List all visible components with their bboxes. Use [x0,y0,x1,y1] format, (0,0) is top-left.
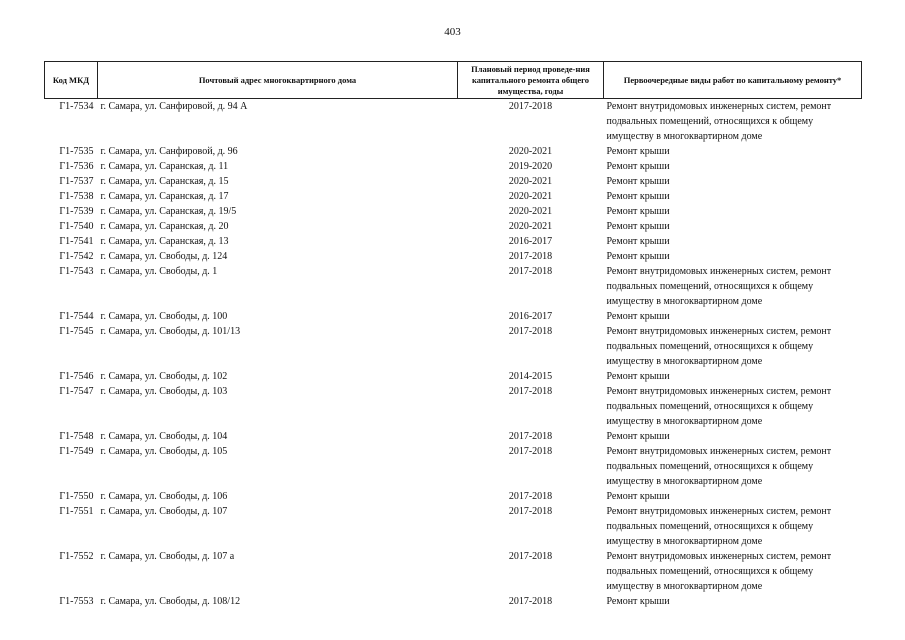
mkd-code-cell: Г1-7537 [59,176,94,187]
page-number: 403 [444,26,461,38]
mkd-code-cell: Г1-7544 [59,311,94,322]
table-header-row [45,62,862,99]
period-cell: 2020-2021 [508,146,553,157]
mkd-code-cell: Г1-7552 [59,551,94,562]
works-cell: Ремонт крыши [606,191,670,202]
address-cell: г. Самара, ул. Свободы, д. 102 [100,371,228,382]
period-cell: 2019-2020 [508,161,553,172]
address-cell: г. Самара, ул. Свободы, д. 107 [100,506,228,517]
mkd-code-cell: Г1-7534 [59,101,94,112]
mkd-code-cell: Г1-7541 [59,236,94,247]
period-cell: 2020-2021 [508,206,553,217]
table-row [45,99,862,145]
mkd-code-cell: Г1-7553 [59,596,94,607]
table-row [45,369,862,384]
capital-repair-table [44,61,862,609]
works-cell: Ремонт крыши [606,236,670,247]
period-cell: 2017-2018 [508,326,553,337]
mkd-code-cell: Г1-7545 [59,326,94,337]
mkd-code-cell: Г1-7551 [59,506,94,517]
table-row [45,594,862,609]
period-cell: 2017-2018 [508,506,553,517]
period-cell: 2017-2018 [508,266,553,277]
mkd-code-cell: Г1-7547 [59,386,94,397]
works-cell: Ремонт внутридомовых инженерных систем, ремонт подвальных помещений, относящихся к общему имуществу в многоквартирном доме [606,386,832,427]
mkd-code-cell: Г1-7542 [59,251,94,262]
table-row [45,384,862,429]
period-cell: 2016-2017 [508,311,553,322]
table-row [45,429,862,444]
table-row [45,264,862,309]
address-cell: г. Самара, ул. Свободы, д. 104 [100,431,228,442]
table-row [45,144,862,159]
address-cell: г. Самара, ул. Свободы, д. 105 [100,446,228,457]
table-row [45,549,862,594]
works-cell: Ремонт крыши [606,371,670,382]
header-code: Код МКД [45,62,98,99]
address-cell: г. Самара, ул. Санфировой, д. 96 [100,146,238,157]
period-cell: 2017-2018 [508,431,553,442]
address-cell: г. Самара, ул. Саранская, д. 17 [100,191,229,202]
works-cell: Ремонт внутридомовых инженерных систем, ремонт подвальных помещений, относящихся к общему имуществу в многоквартирном доме [606,326,832,367]
table-row [45,249,862,264]
period-cell: 2020-2021 [508,176,553,187]
address-cell: г. Самара, ул. Свободы, д. 107 а [100,551,235,562]
address-cell: г. Самара, ул. Свободы, д. 103 [100,386,228,397]
works-cell: Ремонт крыши [606,251,670,262]
table-row [45,504,862,549]
period-cell: 2014-2015 [508,371,553,382]
address-cell: г. Самара, ул. Саранская, д. 13 [100,236,229,247]
table-row [45,444,862,489]
table-row [45,159,862,174]
header-period: Плановый период проведе-ния капитального ремонта общего имущества, годы [458,62,604,99]
address-cell: г. Самара, ул. Саранская, д. 15 [100,176,229,187]
works-cell: Ремонт крыши [606,176,670,187]
table-row [45,204,862,219]
works-cell: Ремонт внутридомовых инженерных систем, ремонт подвальных помещений, относящихся к общему имуществу в многоквартирном доме [606,101,832,142]
address-cell: г. Самара, ул. Свободы, д. 108/12 [100,596,241,607]
mkd-code-cell: Г1-7549 [59,446,94,457]
address-cell: г. Самара, ул. Саранская, д. 11 [100,161,229,172]
period-cell: 2017-2018 [508,596,553,607]
mkd-code-cell: Г1-7540 [59,221,94,232]
period-cell: 2017-2018 [508,446,553,457]
period-cell: 2017-2018 [508,386,553,397]
works-cell: Ремонт крыши [606,161,670,172]
period-cell: 2017-2018 [508,491,553,502]
address-cell: г. Самара, ул. Свободы, д. 106 [100,491,228,502]
works-cell: Ремонт внутридомовых инженерных систем, ремонт подвальных помещений, относящихся к общему имуществу в многоквартирном доме [606,266,832,307]
address-cell: г. Самара, ул. Саранская, д. 19/5 [100,206,237,217]
works-cell: Ремонт внутридомовых инженерных систем, ремонт подвальных помещений, относящихся к общему имуществу в многоквартирном доме [606,446,832,487]
mkd-code-cell: Г1-7543 [59,266,94,277]
period-cell: 2016-2017 [508,236,553,247]
mkd-code-cell: Г1-7550 [59,491,94,502]
table-body [45,99,862,610]
period-cell: 2020-2021 [508,221,553,232]
works-cell: Ремонт крыши [606,221,670,232]
works-cell: Ремонт внутридомовых инженерных систем, ремонт подвальных помещений, относящихся к общему имуществу в многоквартирном доме [606,551,832,592]
table-row [45,309,862,324]
works-cell: Ремонт крыши [606,596,670,607]
header-address: Почтовый адрес многоквартирного дома [98,62,458,99]
address-cell: г. Самара, ул. Свободы, д. 1 [100,266,218,277]
period-cell: 2020-2021 [508,191,553,202]
table-row [45,234,862,249]
mkd-code-cell: Г1-7535 [59,146,94,157]
works-cell: Ремонт крыши [606,491,670,502]
mkd-code-cell: Г1-7536 [59,161,94,172]
address-cell: г. Самара, ул. Свободы, д. 101/13 [100,326,241,337]
address-cell: г. Самара, ул. Свободы, д. 124 [100,251,228,262]
works-cell: Ремонт крыши [606,431,670,442]
mkd-code-cell: Г1-7546 [59,371,94,382]
mkd-code-cell: Г1-7538 [59,191,94,202]
works-cell: Ремонт внутридомовых инженерных систем, ремонт подвальных помещений, относящихся к общему имуществу в многоквартирном доме [606,506,832,547]
table-row [45,219,862,234]
works-cell: Ремонт крыши [606,311,670,322]
table-row [45,189,862,204]
works-cell: Ремонт крыши [606,206,670,217]
period-cell: 2017-2018 [508,251,553,262]
header-works: Первоочередные виды работ по капитальному ремонту* [604,62,862,99]
table-row [45,324,862,369]
works-cell: Ремонт крыши [606,146,670,157]
address-cell: г. Самара, ул. Саранская, д. 20 [100,221,229,232]
mkd-code-cell: Г1-7539 [59,206,94,217]
address-cell: г. Самара, ул. Санфировой, д. 94 А [100,101,248,112]
period-cell: 2017-2018 [508,101,553,112]
period-cell: 2017-2018 [508,551,553,562]
table-row [45,489,862,504]
table-row [45,174,862,189]
mkd-code-cell: Г1-7548 [59,431,94,442]
address-cell: г. Самара, ул. Свободы, д. 100 [100,311,228,322]
